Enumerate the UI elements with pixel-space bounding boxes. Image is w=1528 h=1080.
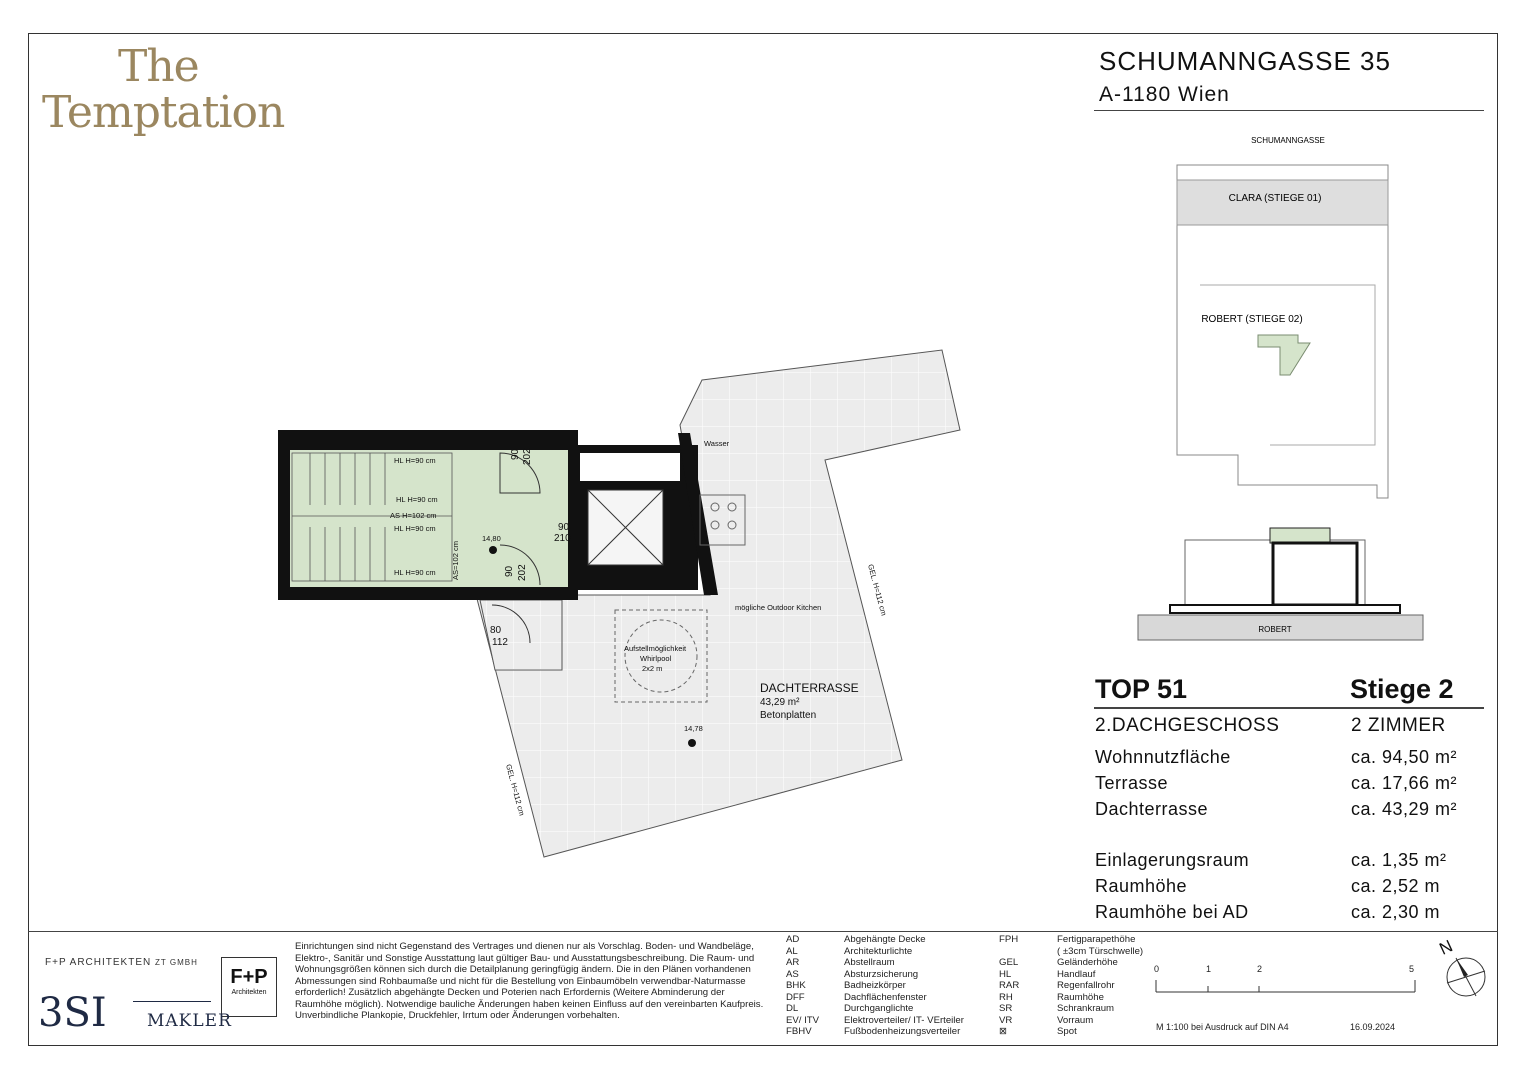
abbr-desc: Handlauf [1057, 968, 1096, 980]
fp-logo-mark: F+P [230, 966, 268, 988]
door2-width: 90 [558, 522, 570, 533]
abbr-desc: Architekturlichte [844, 945, 913, 957]
abbr-desc: ( ±3cm Türschwelle) [1057, 945, 1144, 957]
label-level1: 14,80 [482, 534, 501, 543]
address-street: SCHUMANNGASSE 35 [1099, 46, 1391, 76]
abbr-desc: Geländerhöhe [1057, 957, 1118, 968]
abbr-code: AR [786, 957, 800, 968]
abbr-code: SR [999, 1003, 1013, 1014]
unit-floor: 2.DACHGESCHOSS [1095, 715, 1280, 736]
section-label: ROBERT [1258, 625, 1292, 634]
unit-top: TOP 51 [1095, 674, 1188, 704]
label-whirl1: Aufstellmöglichkeit [624, 644, 687, 653]
label-kitchen: mögliche Outdoor Kitchen [735, 603, 822, 612]
broker-logo-sub: MAKLER [147, 1011, 232, 1031]
area-value-1: ca. 17,66 m² [1351, 773, 1458, 793]
label-as1: AS H=102 cm [390, 511, 437, 520]
extra-label-2: Raumhöhe bei AD [1095, 902, 1249, 922]
label-as2: AS=102 cm [451, 541, 460, 580]
area-value-0: ca. 94,50 m² [1351, 747, 1458, 767]
abbr-desc: Fußbodenheizungsverteiler [844, 1026, 961, 1037]
door2-height: 210 [554, 533, 571, 544]
abbr-left [786, 934, 964, 1038]
section-slab [1170, 605, 1400, 613]
extra-label-0: Einlagerungsraum [1095, 850, 1250, 870]
abbr-desc: Regenfallrohr [1057, 980, 1115, 991]
label-hl3: HL H=90 cm [394, 524, 436, 533]
scale-tick-2: 2 [1257, 964, 1263, 974]
abbr-desc: Schrankraum [1057, 1003, 1115, 1014]
abbr-code: AS [786, 968, 799, 980]
abbr-code: GEL [999, 957, 1019, 968]
abbr-code: FBHV [786, 1026, 812, 1037]
door4-height: 112 [492, 637, 508, 648]
fp-logo-sub: Architekten [231, 989, 267, 996]
site-plan [1130, 125, 1430, 655]
plan-date: 16.09.2024 [1350, 1022, 1396, 1032]
door1-height: 202 [522, 448, 533, 465]
broker-logo-main: 3SI [38, 990, 107, 1036]
area-value-2: ca. 43,29 m² [1351, 799, 1458, 819]
architect-main: F+P ARCHITEKTEN [45, 957, 152, 968]
label-whirl3: 2x2 m [642, 664, 663, 673]
abbr-desc: Badheizkörper [844, 980, 906, 991]
extra-label-1: Raumhöhe [1095, 876, 1188, 896]
extra-value-2: ca. 2,30 m [1351, 902, 1441, 922]
label-hl4: HL H=90 cm [394, 568, 436, 577]
abbr-code: HL [999, 968, 1012, 980]
shaft-upper [580, 453, 680, 481]
architect-name [45, 957, 198, 968]
label-hl1: HL H=90 cm [394, 456, 436, 465]
abbr-desc: Abstellraum [844, 957, 895, 968]
abbr-desc: Elektroverteiler/ IT- VErteiler [844, 1014, 964, 1026]
footer-divider [28, 931, 1498, 932]
abbr-code: AD [786, 934, 800, 945]
section-building [1185, 540, 1365, 610]
scale-tick-1: 1 [1206, 964, 1212, 974]
label-wasser: Wasser [704, 439, 730, 448]
abbr-desc: Abgehängte Decke [844, 934, 926, 945]
scale-bar [1155, 978, 1417, 994]
unit-stiege: Stiege 2 [1350, 674, 1454, 704]
north-arrow-icon [1444, 955, 1488, 999]
label-hl2: HL H=90 cm [396, 495, 438, 504]
scale-note: M 1:100 bei Ausdruck auf DIN A4 [1156, 1022, 1289, 1032]
disclaimer: Einrichtungen sind nicht Gegenstand des Vertrages und dienen nur als Vorschlag. Boden- und Wandbeläge, Elektro-, Sanitär und Sonstige Ausstattung laut gültiger Bau- und Ausstattungsbeschreibung. Die Raum- und Wohnungsgrößen können sich durch die Detailplanung geringfügig ändern. Die in den Plänen vorhandenen Abmessungen sind Rohbaumaße und nicht für die Bestellung von Einbaumöbeln verwendbar-Naturmasse erforderlich! Zusätzlich abgehängte Decken und Poterien nach Erfordernis (Weitere Abminderung der Raumhöhe möglich). Notwendige bauliche Änderungen haben keinen Einfluss auf den vereinbarten Kaufpreis. Unverbindliche Plankopie, Druckfehler, Irrtum oder Änderungen vorbehalten. [295, 941, 764, 1021]
level-marker-2 [688, 739, 696, 747]
site-building-robert-label: ROBERT (STIEGE 02) [1201, 314, 1303, 325]
scale-tick-5: 5 [1409, 964, 1415, 974]
brand-logo [42, 41, 285, 138]
abbr-desc: Vorraum [1057, 1014, 1094, 1026]
abbr-right [999, 934, 1143, 1038]
unit-divider [1094, 707, 1484, 709]
abbr-code: DFF [786, 991, 805, 1003]
north-label: N [1436, 936, 1456, 959]
abbr-code: DL [786, 1003, 799, 1014]
terrace-material: Betonplatten [760, 710, 817, 721]
abbr-code: RAR [999, 980, 1020, 991]
abbr-desc: Dachflächenfenster [844, 991, 927, 1003]
door3-width: 90 [504, 565, 515, 577]
fp-logo [221, 957, 277, 1017]
abbr-code: VR [999, 1014, 1013, 1026]
label-level2: 14,78 [684, 724, 703, 733]
door1-width: 90 [510, 448, 521, 460]
terrace-name: DACHTERRASSE [760, 681, 859, 695]
logo-line2: Temptation [42, 87, 285, 138]
architect-sub: ZT GMBH [155, 958, 198, 967]
site-building-clara-label: CLARA (STIEGE 01) [1228, 193, 1322, 204]
abbr-code: RH [999, 991, 1013, 1003]
abbr-desc: Absturzsicherung [844, 968, 919, 980]
logo-line1: The [118, 41, 199, 92]
label-gel2: GEL. H=112 cm [504, 763, 527, 817]
broker-logo-line [133, 1001, 211, 1002]
scale-tick-0: 0 [1154, 964, 1160, 974]
floor-plan [270, 345, 1000, 865]
abbr-code: FPH [999, 934, 1019, 945]
abbr-code: BHK [786, 980, 806, 991]
abbr-desc: Fertigparapethöhe [1057, 934, 1136, 945]
abbr-code: AL [786, 945, 798, 957]
area-label-2: Dachterrasse [1095, 799, 1209, 819]
abbr-code: ⊠ [999, 1026, 1008, 1037]
level-marker-1 [489, 546, 497, 554]
abbr-desc: Durchganglichte [844, 1003, 914, 1014]
door4-width: 80 [490, 625, 502, 636]
unit-rooms: 2 ZIMMER [1351, 715, 1446, 736]
label-gel1: GEL. H=112 cm [866, 563, 889, 617]
area-label-1: Terrasse [1095, 773, 1169, 793]
abbr-desc: Raumhöhe [1057, 991, 1104, 1003]
address-divider [1094, 110, 1484, 111]
site-street-label: SCHUMANNGASSE [1251, 136, 1325, 145]
terrace-area-label: 43,29 m² [760, 697, 800, 708]
area-label-0: Wohnnutzfläche [1095, 747, 1231, 767]
label-whirl2: Whirlpool [640, 654, 672, 663]
door3-height: 202 [517, 564, 528, 581]
section-unit-highlight [1270, 528, 1330, 543]
extra-value-0: ca. 1,35 m² [1351, 850, 1447, 870]
abbr-code: EV/ ITV [786, 1014, 820, 1026]
abbr-desc: Spot [1057, 1026, 1077, 1037]
address-city: A-1180 Wien [1099, 83, 1230, 106]
extra-value-1: ca. 2,52 m [1351, 876, 1441, 896]
